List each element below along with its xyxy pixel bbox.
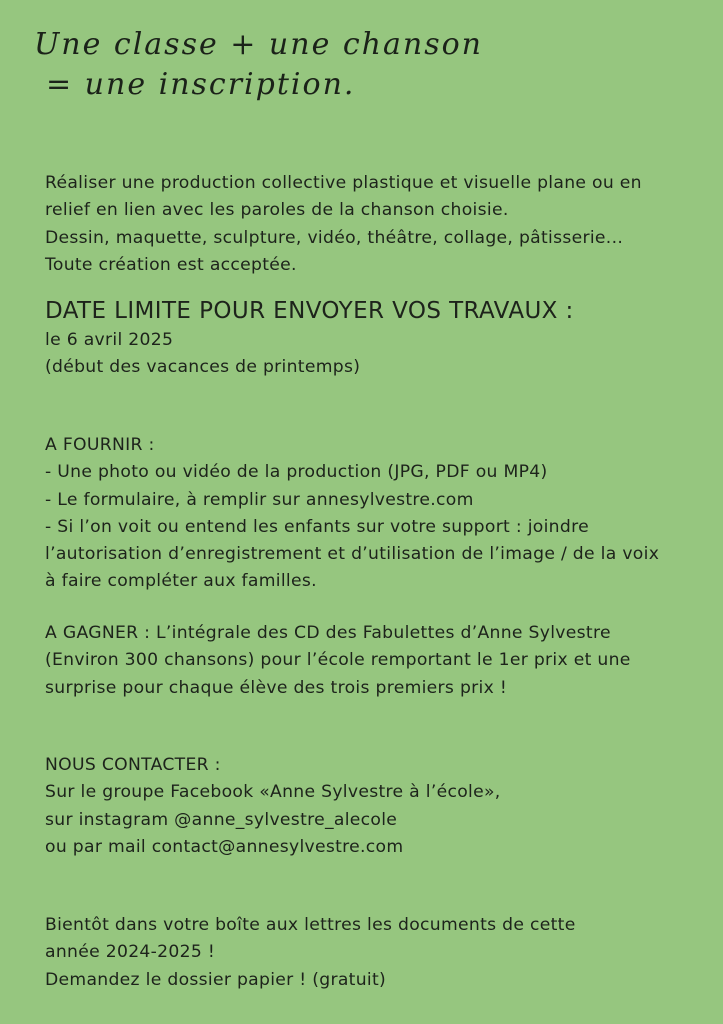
closing-line: année 2024-2025 ! [45,942,216,963]
provide-section [45,432,695,596]
page-title [34,22,483,108]
title-line-1: Une classe + une chanson [34,27,483,62]
closing-line: Bientôt dans votre boîte aux lettres les documents de cette [45,915,576,935]
intro-line: Réaliser une production collective plastique et visuelle plane ou en [45,173,642,193]
deadline-note: (début des vacances de printemps) [45,357,361,378]
deadline-date: le 6 avril 2025 [45,330,174,350]
contact-email: ou par mail contact@annesylvestre.com [45,836,404,857]
provide-line: l’autorisation d’enregistrement et d’utilisation de l’image / de la voix [45,544,660,565]
contact-section [45,752,695,861]
contact-heading: NOUS CONTACTER : [45,755,221,775]
prize-section [45,620,695,702]
contact-instagram: sur instagram @anne_sylvestre_alecole [45,809,398,830]
prize-line: (Environ 300 chansons) pour l’école remportant le 1er prix et une [45,650,631,671]
contact-facebook: Sur le groupe Facebook «Anne Sylvestre à l’école», [45,782,501,803]
intro-paragraph [45,170,695,279]
prize-line: surprise pour chaque élève des trois premiers prix ! [45,677,508,698]
closing-line: Demandez le dossier papier ! (gratuit) [45,969,387,990]
intro-line: relief en lien avec les paroles de la chanson choisie. [45,200,509,221]
title-line-2: = une inscription. [46,67,356,102]
closing-section [45,912,695,994]
provide-line: - Une photo ou vidéo de la production (JPG, PDF ou MP4) [45,462,548,483]
provide-line: - Si l’on voit ou entend les enfants sur votre support : joindre [45,516,589,537]
prize-line: A GAGNER : L’intégrale des CD des Fabulettes d’Anne Sylvestre [45,623,611,643]
deadline-heading: DATE LIMITE POUR ENVOYER VOS TRAVAUX : [45,298,574,324]
intro-line: Toute création est acceptée. [45,254,297,275]
provide-line: - Le formulaire, à remplir sur annesylvestre.com [45,489,474,510]
provide-line: à faire compléter aux familles. [45,571,317,592]
intro-line: Dessin, maquette, sculpture, vidéo, théâtre, collage, pâtisserie... [45,227,624,248]
deadline-section [45,327,695,382]
provide-heading: A FOURNIR : [45,435,155,455]
